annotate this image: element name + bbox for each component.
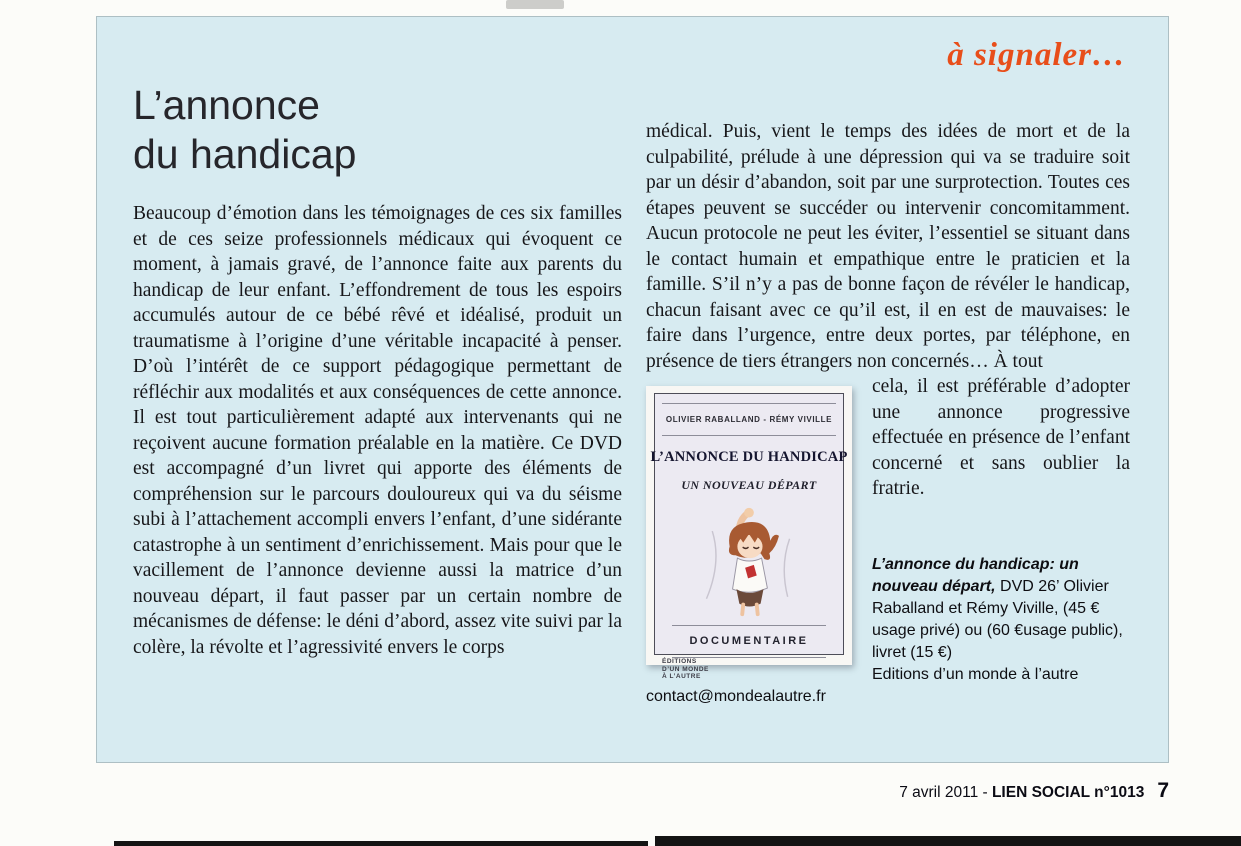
footer-date: 7 avril 2011 - <box>899 784 992 801</box>
content-panel <box>96 16 1169 763</box>
dvd-cover-publisher <box>662 658 709 681</box>
page-footer <box>899 779 1169 803</box>
dvd-cover-authors: OLIVIER RABALLAND - RÉMY VIVILLE <box>662 403 836 436</box>
dvd-cover-publisher-line1: ÉDITIONS <box>662 658 697 665</box>
article-body-left: Beaucoup d’émotion dans les témoignages de ces six familles et de ces seize professionnels médicaux qui évoquent ce moment, à jamais gravé, de l’annonce faite aux parents du handicap de leur enfant. L’effondrement de tous les espoirs accumulés autour de ce bébé rêvé et idéalisé, produit un traumatisme à l’origine d’une véritable incapacité à penser. D’où l’intérêt de ce support pédagogique permettant de réfléchir aux modalités et aux conséquences de cette annonce. Il est tout particulièrement adapté aux intervenants qui ne reçoivent aucune formation préalable en la matière. Ce DVD est accompagné d’un livret qui apporte des éléments de compréhension sur le parcours douloureux qui va du séisme subi à l’attachement accompli envers l’enfant, d’une sidérante catastrophe à un sentiment d’enrichissement. Mais pour que le vacillement de l’annonce devienne aussi la matrice d’un nouveau départ, il faut passer par un certain nombre de mécanismes de défense: le déni d’abord, assez vite suivi par la colère, la révolte et l’agressivité envers le corps <box>133 203 622 658</box>
caption-contact: contact@mondealautre.fr <box>646 687 826 705</box>
scan-artifact-top <box>506 0 564 9</box>
caption-lead: L’annonce du handicap: un nouveau départ, <box>872 555 1079 595</box>
article-title <box>133 81 356 179</box>
scan-artifact-bottom-right <box>655 836 1241 846</box>
dvd-cover-title: L’ANNONCE DU HANDICAP <box>650 448 848 465</box>
section-label: à signaler… <box>947 37 1126 73</box>
article-title-line1: L’annonce <box>133 82 320 128</box>
footer-magazine: LIEN SOCIAL n°1013 <box>991 784 1145 801</box>
article-body-wrap: cela, il est préférable d’adopter une annonce progressive effectuée en présence de l’enfant concerné et sans oublier la fratrie. <box>872 376 1130 499</box>
manga-girl-illustration <box>690 504 808 620</box>
article-body-right: médical. Puis, vient le temps des idées de mort et de la culpabilité, prélude à une dépression qui va se traduire soit par un désir d’abandon, soit par une surprotection. Toutes ces étapes peuvent se succéder ou intervenir concomitamment. Aucun protocole ne peut les éviter, l’essentiel se situant dans le contact humain et empathique entre le praticien et la famille. S’il n’y a pas de bonne façon de révéler le handicap, chacun faisant avec ce qu’il est, il en est de mauvaises: le faire dans l’urgence, entre deux portes, par téléphone, en présence de tiers étrangers non concernés… À tout <box>646 121 1130 372</box>
dvd-cover-subtitle: UN NOUVEAU DÉPART <box>681 478 817 492</box>
article-column-right <box>646 119 1130 708</box>
dvd-cover <box>650 393 848 680</box>
dvd-cover-genre: DOCUMENTAIRE <box>672 625 825 659</box>
scan-artifact-bottom-left <box>114 841 648 846</box>
dvd-cover-photo <box>646 386 852 680</box>
caption-rest: DVD 26’ Olivier Raballand et Rémy Viville, (45 € usage privé) ou (60 €usage public), livret (15 €) <box>872 577 1123 661</box>
caption-publisher: Editions d’un monde à l’autre <box>872 665 1079 683</box>
footer-page-number: 7 <box>1157 779 1169 802</box>
dvd-cover-publisher-line2: D’UN MONDE <box>662 665 709 673</box>
dvd-cover-publisher-line3: À L’AUTRE <box>662 673 701 680</box>
article-title-line2: du handicap <box>133 131 357 177</box>
